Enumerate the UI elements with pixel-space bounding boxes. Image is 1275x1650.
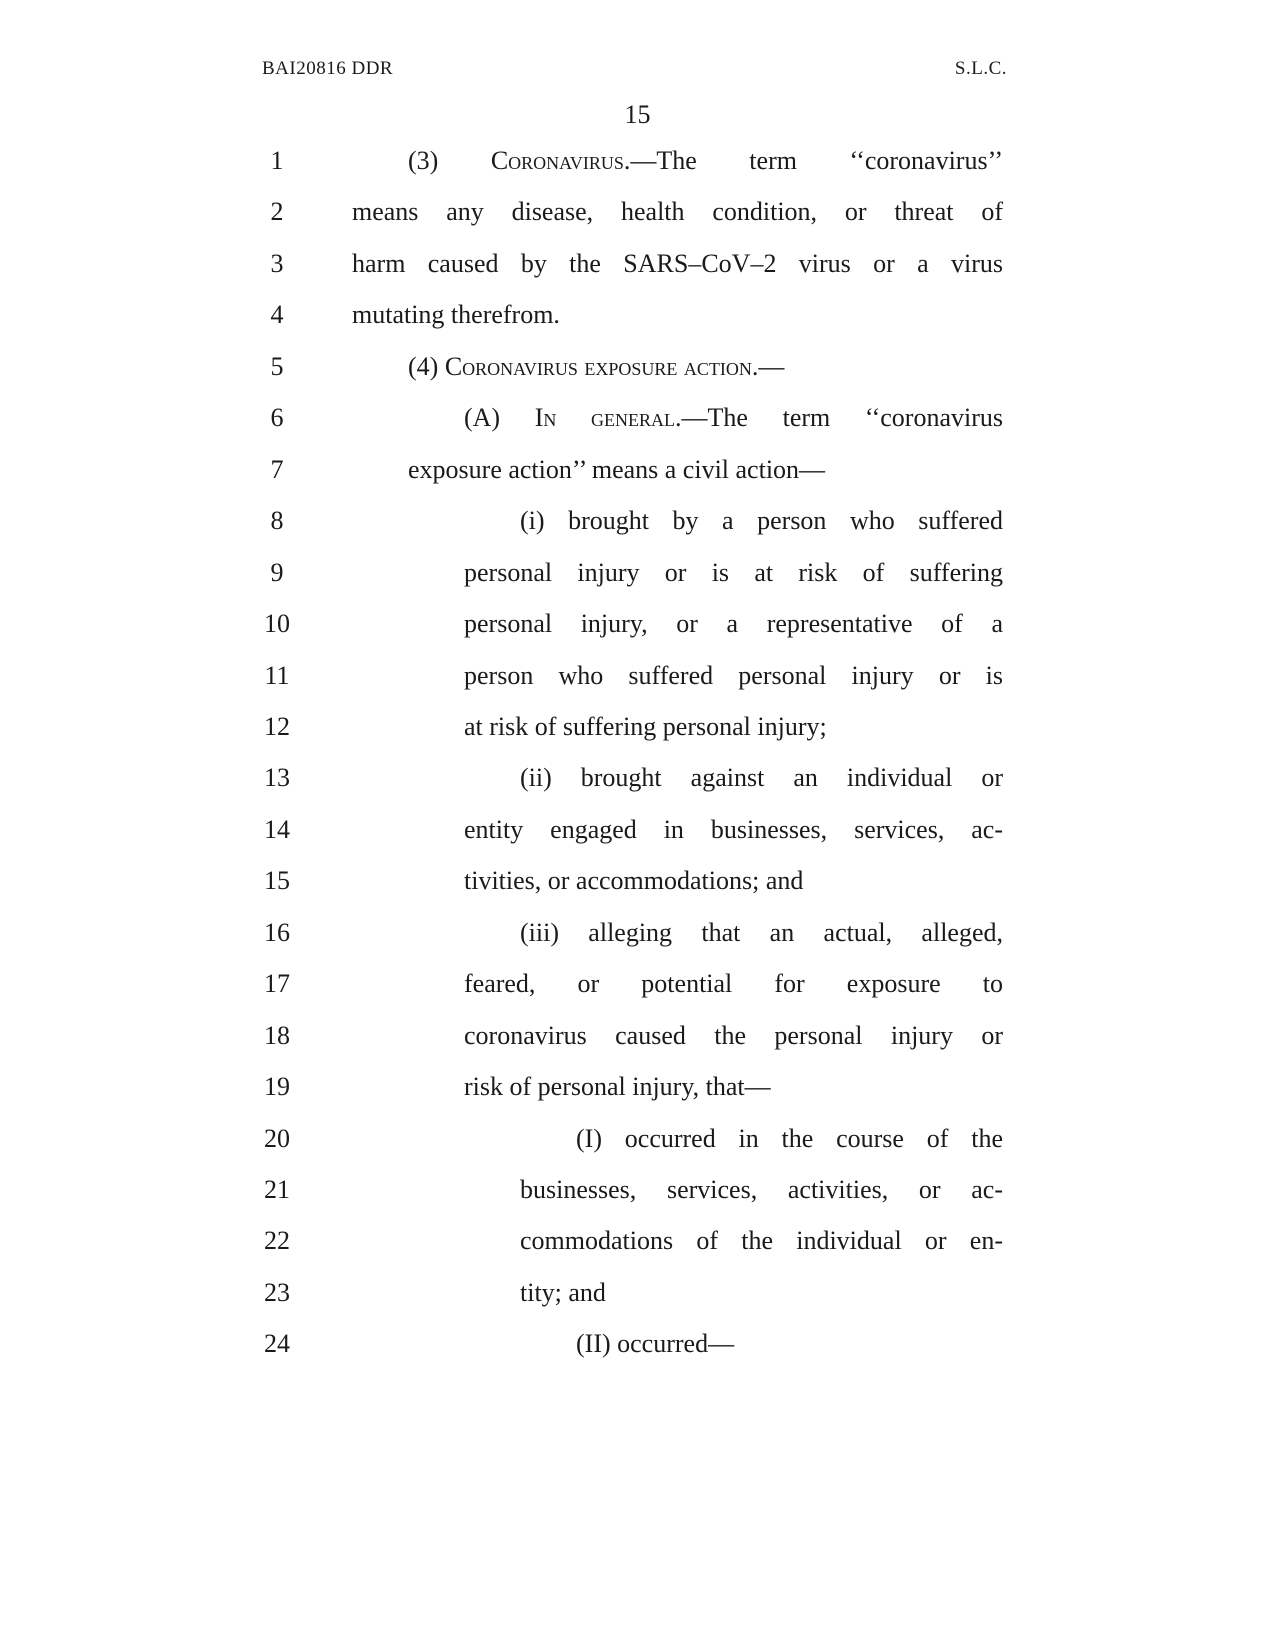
line-text [464, 965, 1003, 1003]
line-number: 20 [264, 1123, 290, 1153]
bill-line [0, 502, 1275, 540]
line-text [520, 1222, 1003, 1260]
text-run: (i) brought by a person who suffered [520, 506, 1003, 536]
line-text [464, 605, 1003, 643]
line-text [576, 1325, 1003, 1363]
text-run: coronavirus caused the personal injury or [464, 1020, 1003, 1050]
bill-line [0, 399, 1275, 437]
page-number: 15 [624, 100, 651, 129]
bill-line [0, 451, 1275, 489]
bill-line [0, 1017, 1275, 1055]
text-run: risk of personal injury, that— [464, 1072, 771, 1102]
line-text [352, 193, 1003, 231]
line-number: 18 [264, 1020, 290, 1050]
line-number: 22 [264, 1226, 290, 1256]
bill-line [0, 142, 1275, 180]
heading-term: Coronavirus exposure action [444, 351, 752, 381]
line-number: 16 [264, 917, 290, 947]
line-text [520, 502, 1003, 540]
line-text [352, 245, 1003, 283]
heading-term: In general [534, 403, 676, 433]
text-run: commodations of the individual or en- [520, 1226, 1003, 1256]
line-number: 1 [270, 146, 284, 175]
line-text [464, 657, 1003, 695]
line-text [520, 1171, 1003, 1209]
line-number: 4 [270, 300, 284, 330]
bill-line [0, 1120, 1275, 1158]
text-run: personal injury or is at risk of suffering [464, 557, 1003, 587]
text-run: tity; and [520, 1277, 606, 1307]
line-number: 17 [264, 969, 290, 999]
line-number: 5 [270, 351, 284, 381]
line-number: 10 [264, 609, 290, 639]
document-id: BAI20816 DDR [262, 58, 394, 79]
line-number: 2 [270, 197, 284, 227]
text-run: (II) occurred— [576, 1329, 735, 1359]
text-run: (4) [408, 351, 445, 381]
text-run: (3) [408, 146, 491, 175]
line-number: 15 [264, 866, 290, 896]
line-text [520, 914, 1003, 952]
bill-line [0, 1068, 1275, 1106]
line-text [520, 1274, 1003, 1312]
line-number: 8 [270, 506, 284, 536]
line-text [464, 811, 1003, 849]
text-run: .—The term ‘‘coronavirus’’ [623, 146, 1003, 175]
text-run: .— [751, 351, 785, 381]
text-run: (I) occurred in the course of the [576, 1123, 1003, 1153]
bill-line [0, 811, 1275, 849]
bill-line [0, 296, 1275, 334]
text-run: exposure action’’ means a civil action— [408, 454, 826, 484]
line-text [464, 1068, 1003, 1106]
bill-line [0, 1222, 1275, 1260]
bill-line [0, 657, 1275, 695]
bill-line [0, 348, 1275, 386]
text-run: feared, or potential for exposure to [464, 969, 1003, 999]
text-run: mutating therefrom. [352, 300, 560, 330]
line-text [352, 296, 1003, 334]
text-run: (A) [464, 403, 535, 433]
line-number: 24 [264, 1329, 290, 1359]
line-number: 19 [264, 1072, 290, 1102]
bill-line [0, 708, 1275, 746]
line-number: 11 [264, 660, 290, 690]
line-text [576, 1120, 1003, 1158]
slc-marker: S.L.C. [954, 58, 1007, 79]
text-run: tivities, or accommodations; and [464, 866, 804, 896]
line-text [464, 708, 1003, 746]
line-number: 6 [270, 403, 284, 433]
text-run: (iii) alleging that an actual, alleged, [520, 917, 1003, 947]
text-run: businesses, services, activities, or ac- [520, 1175, 1003, 1204]
bill-line [0, 965, 1275, 1003]
bill-line [0, 193, 1275, 231]
line-text [408, 348, 1003, 386]
line-number: 3 [270, 248, 284, 278]
bill-line [0, 914, 1275, 952]
line-number: 13 [264, 763, 290, 793]
line-text [464, 554, 1003, 592]
line-number: 7 [270, 454, 284, 484]
text-run: person who suffered personal injury or is [464, 660, 1003, 690]
bill-line [0, 245, 1275, 283]
line-text [408, 142, 1003, 180]
bill-line [0, 862, 1275, 900]
text-run: means any disease, health condition, or threat of [352, 197, 1003, 227]
bill-line [0, 1171, 1275, 1209]
line-text [464, 399, 1003, 437]
line-text [464, 1017, 1003, 1055]
bill-line [0, 1325, 1275, 1363]
text-run: personal injury, or a representative of a [464, 609, 1003, 639]
text-run: .—The term ‘‘coronavirus [675, 403, 1003, 433]
line-number: 12 [264, 711, 290, 741]
line-number: 9 [270, 557, 284, 587]
text-run: harm caused by the SARS–CoV–2 virus or a virus [352, 248, 1003, 278]
bill-line [0, 1274, 1275, 1312]
bill-line [0, 554, 1275, 592]
bill-line [0, 759, 1275, 797]
bill-line [0, 605, 1275, 643]
heading-term: Coronavirus [490, 146, 624, 175]
text-run: entity engaged in businesses, services, ac- [464, 814, 1003, 844]
line-text [520, 759, 1003, 797]
line-text [408, 451, 1003, 489]
line-number: 23 [264, 1277, 290, 1307]
text-run: (ii) brought against an individual or [520, 763, 1003, 793]
text-run: at risk of suffering personal injury; [464, 711, 827, 741]
line-number: 14 [264, 814, 290, 844]
line-text [464, 862, 1003, 900]
line-number: 21 [264, 1175, 290, 1204]
